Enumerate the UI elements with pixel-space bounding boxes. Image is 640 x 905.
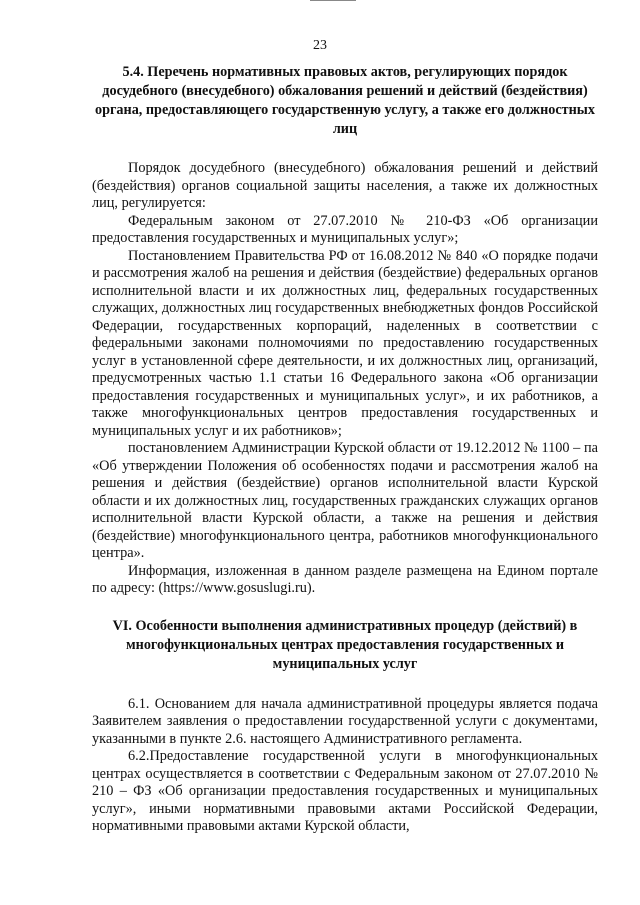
top-edge-mark [310, 0, 356, 4]
paragraph: постановлением Администрации Курской области от 19.12.2012 № 1100 – па «Об утверждении Положения об особенностях подачи и рассмотрения жалоб на решения и действия (бездействие) органов исполнительной власти Курской области и их должностных лиц, государственных гражданских служащих органов исполнительной власти Курской области, а также на решения и действия (бездействие) многофункционального центра, работников многофункционального центра». [92, 440, 598, 561]
paragraph: Информация, изложенная в данном разделе размещена на Едином портале по адресу: (https://www.gosuslugi.ru). [92, 562, 598, 596]
paragraph: Федеральным законом от 27.07.2010 № 210-ФЗ «Об организации предоставления государственных и муниципальных услуг»; [92, 212, 598, 246]
section-vi-heading: VI. Особенности выполнения административных процедур (действий) в многофункциональных центрах предоставления государственных и муниципальных услуг [112, 617, 578, 672]
paragraph: Постановлением Правительства РФ от 16.08.2012 № 840 «О порядке подачи и рассмотрения жалоб на решения и действия (бездействие) федеральных органов исполнительной власти и их должностных лиц, федеральных государственных служащих, должностных лиц государственных внебюджетных фондов Российской Федерации, государственных корпораций, наделенных в соответствии с федеральными законами полномочиями по предоставлению государственных услуг в установленной сфере деятельности, и их должностных лиц, организаций, предусмотренных частью 1.1 статьи 16 Федерального закона «Об организации предоставления государственных и муниципальных услуг», и их работников, а также многофункциональных центров предоставления государственных и муниципальных услуг и их работников»; [92, 247, 598, 439]
paragraph: 6.2.Предоставление государственной услуги в многофункциональных центрах осуществляется в соответствии с Федеральным законом от 27.07.2010 № 210 – ФЗ «Об организации предоставления государственных и муниципальных услуг», иными нормативными правовыми актами Российской Федерации, нормативными правовыми актами Курской области, [92, 748, 598, 834]
page-number: 23 [313, 38, 327, 53]
paragraph: Порядок досудебного (внесудебного) обжалования решений и действий (бездействия) органов социальной защиты населения, а также их должностных лиц, регулируется: [92, 160, 598, 211]
paragraph: 6.1. Основанием для начала административной процедуры является подача Заявителем заявления о предоставлении государственной услуги с документами, указанными в пункте 2.6. настоящего Административного регламента. [92, 695, 598, 747]
section-5-4-heading: 5.4. Перечень нормативных правовых актов, регулирующих порядок досудебного (внесудебного) обжалования решений и действий (бездействия) органа, предоставляющего государственную услугу, а также его должностных лиц [95, 64, 595, 137]
document-body [92, 63, 598, 836]
